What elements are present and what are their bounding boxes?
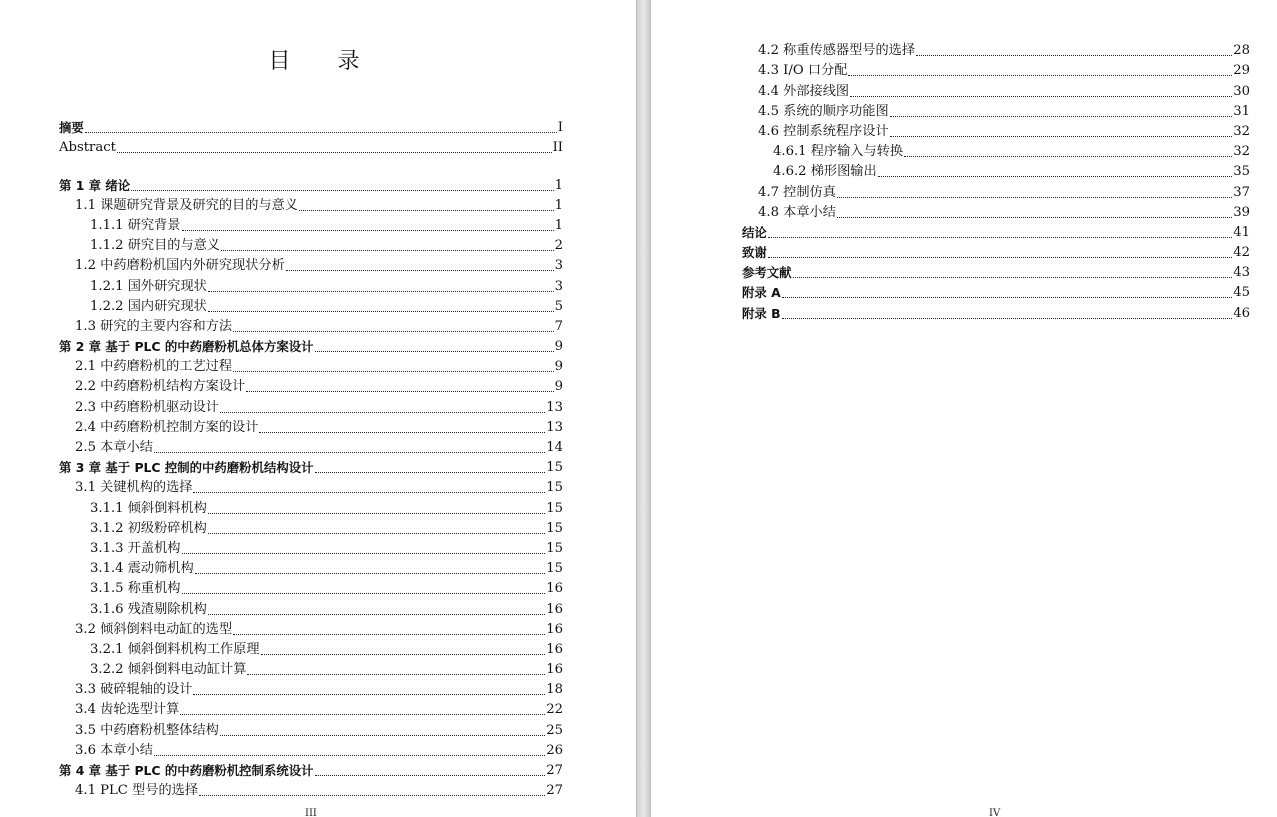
toc-entry[interactable]: [59, 315, 563, 335]
toc-entry-label: 参考文献: [742, 265, 792, 281]
toc-page-left: [0, 0, 636, 817]
toc-entry-label: 4.5 系统的顺序功能图: [758, 103, 889, 119]
dot-leader: [208, 512, 545, 514]
dot-leader: [782, 296, 1233, 298]
toc-entry-page-number: 3: [554, 278, 563, 294]
toc-entry[interactable]: [59, 173, 563, 193]
dot-leader: [180, 713, 545, 715]
toc-entry-label: 4.4 外部接线图: [758, 83, 850, 99]
toc-entry-page-number: 16: [546, 662, 563, 678]
page-number-footer: III: [305, 808, 317, 817]
toc-entry-label: 3.6 本章小结: [75, 742, 153, 758]
toc-title: 目 录: [268, 49, 380, 74]
toc-entry-label: 2.5 本章小结: [75, 440, 153, 455]
dot-leader: [208, 290, 554, 292]
toc-entry[interactable]: [742, 120, 1250, 140]
toc-page-right: [651, 0, 1277, 817]
toc-entry[interactable]: [59, 295, 563, 315]
toc-entry[interactable]: [59, 456, 563, 476]
toc-entry-page-number: 1: [554, 177, 563, 193]
toc-entry-page-number: 9: [554, 379, 563, 395]
toc-entry[interactable]: [59, 274, 563, 294]
toc-entry-page-number: 16: [546, 641, 563, 657]
toc-entry-label: 4.8 本章小结: [758, 204, 836, 220]
toc-entry-label: 3.2.1 倾斜倒料机构工作原理: [90, 641, 260, 657]
toc-entry-page-number: 37: [1233, 184, 1250, 200]
toc-entry[interactable]: [59, 355, 563, 375]
page-gutter: [636, 0, 651, 817]
dot-leader: [233, 633, 545, 635]
page-number-footer: IV: [989, 808, 1001, 817]
toc-entry-label: 3.1.3 开盖机构: [90, 540, 181, 556]
toc-entry-page-number: 39: [1233, 204, 1250, 220]
toc-entry-label: 1.2.2 国内研究现状: [90, 298, 207, 314]
toc-entry-label: 4.6.1 程序输入与转换: [773, 144, 904, 160]
toc-entry-label: 3.5 中药磨粉机整体结构: [75, 722, 219, 738]
toc-entry-label: 3.4 齿轮选型计算: [75, 702, 180, 718]
toc-entry[interactable]: [742, 301, 1250, 321]
dot-leader: [233, 330, 554, 332]
dot-leader: [193, 693, 545, 695]
toc-entry-page-number: 16: [546, 621, 563, 637]
toc-entry-page-number: 35: [1233, 164, 1250, 180]
toc-entry[interactable]: [59, 718, 563, 738]
dot-leader: [916, 54, 1232, 56]
dot-leader: [261, 653, 546, 655]
toc-entry-label: 3.1 关键机构的选择: [75, 480, 193, 496]
toc-entry-label: 第 2 章 基于 PLC 的中药磨粉机总体方案设计: [59, 339, 314, 355]
toc-entry[interactable]: [59, 476, 563, 496]
toc-entry[interactable]: [59, 658, 563, 678]
toc-entry-label: 3.2 倾斜倒料电动缸的选型: [75, 621, 233, 637]
dot-leader: [890, 135, 1233, 137]
toc-entry-page-number: 9: [554, 359, 563, 375]
toc-entry-page-number: 15: [546, 500, 563, 516]
toc-entry-label: 2.3 中药磨粉机驱动设计: [75, 399, 219, 415]
toc-entry-page-number: 22: [546, 702, 563, 718]
toc-entry-label: 1.1 课题研究背景及研究的目的与意义: [75, 197, 298, 213]
toc-entry-label: 第 1 章 绪论: [59, 177, 131, 193]
toc-entry-page-number: 28: [1233, 43, 1250, 59]
dot-leader: [233, 370, 554, 372]
toc-entry[interactable]: [742, 59, 1250, 79]
dot-leader: [195, 572, 546, 574]
toc-entry-page-number: 27: [546, 783, 563, 799]
toc-entry[interactable]: [742, 100, 1250, 120]
toc-entry-page-number: 30: [1233, 83, 1250, 99]
toc-entry-page-number: 15: [546, 540, 563, 556]
toc-entry[interactable]: [59, 739, 563, 759]
toc-entry[interactable]: [59, 597, 563, 617]
toc-entry-page-number: 15: [546, 520, 563, 536]
toc-entry[interactable]: [742, 221, 1250, 241]
toc-entry-label: 3.1.5 称重机构: [90, 581, 181, 597]
toc-entry-page-number: 3: [554, 258, 563, 274]
toc-entry[interactable]: [59, 116, 563, 136]
toc-entry-page-number: 16: [546, 601, 563, 617]
toc-entry-label: 3.1.1 倾斜倒料机构: [90, 500, 207, 516]
dot-leader: [837, 196, 1232, 198]
toc-entry[interactable]: [59, 638, 563, 658]
toc-entry[interactable]: [742, 140, 1250, 160]
toc-entry-page-number: 13: [546, 419, 563, 435]
toc-entry[interactable]: [59, 618, 563, 638]
dot-leader: [837, 216, 1232, 218]
toc-entry[interactable]: [742, 180, 1250, 200]
toc-entry[interactable]: [59, 698, 563, 718]
toc-entry-page-number: 14: [546, 440, 563, 455]
dot-leader: [259, 431, 545, 433]
dot-leader: [315, 471, 546, 473]
toc-entry-label: 致谢: [742, 245, 767, 261]
toc-entry-label: 2.2 中药磨粉机结构方案设计: [75, 379, 246, 395]
toc-entry-label: 摘要: [59, 120, 84, 136]
toc-entry-page-number: 29: [1233, 63, 1250, 79]
toc-entry-page-number: 18: [546, 682, 563, 698]
toc-entry-label: 1.2 中药磨粉机国内外研究现状分析: [75, 258, 285, 274]
dot-leader: [182, 229, 554, 231]
toc-list-right: [742, 39, 1250, 322]
dot-leader: [131, 189, 553, 191]
dot-leader: [117, 151, 552, 153]
dot-leader: [182, 552, 546, 554]
toc-entry-page-number: 9: [554, 339, 563, 355]
dot-leader: [154, 754, 545, 756]
toc-entry-page-number: 26: [546, 742, 563, 758]
toc-entry[interactable]: [742, 39, 1250, 59]
dot-leader: [878, 175, 1233, 177]
toc-entry-label: 3.2.2 倾斜倒料电动缸计算: [90, 662, 247, 678]
toc-entry[interactable]: [742, 281, 1250, 301]
dot-leader: [315, 350, 554, 352]
toc-entry-page-number: I: [557, 120, 563, 136]
dot-leader: [315, 774, 546, 776]
toc-entry[interactable]: [59, 395, 563, 415]
dot-leader: [154, 451, 545, 453]
toc-entry-label: 附录 B: [742, 305, 781, 321]
toc-entry-label: 1.3 研究的主要内容和方法: [75, 318, 233, 334]
toc-entry[interactable]: [742, 261, 1250, 281]
toc-entry-label: 4.1 PLC 型号的选择: [75, 783, 199, 799]
toc-entry-page-number: 16: [546, 581, 563, 597]
toc-entry-page-number: 1: [554, 217, 563, 233]
toc-entry-page-number: 15: [546, 480, 563, 496]
dot-leader: [208, 613, 545, 615]
dot-leader: [220, 411, 545, 413]
dot-leader: [208, 532, 545, 534]
dot-leader: [246, 390, 553, 392]
dot-leader: [850, 95, 1232, 97]
toc-entry-label: 4.7 控制仿真: [758, 184, 836, 200]
dot-leader: [904, 155, 1232, 157]
dot-leader: [199, 794, 545, 796]
dot-leader: [220, 734, 545, 736]
toc-entry-label: 附录 A: [742, 285, 781, 301]
dot-leader: [85, 131, 557, 133]
dot-leader: [247, 673, 545, 675]
toc-entry[interactable]: [59, 517, 563, 537]
toc-entry-page-number: 41: [1233, 224, 1250, 240]
toc-entry-page-number: 45: [1233, 285, 1250, 301]
toc-entry-label: 4.6 控制系统程序设计: [758, 123, 889, 139]
dot-leader: [768, 256, 1232, 258]
toc-entry-label: 4.6.2 梯形图输出: [773, 164, 877, 180]
toc-entry-label: 2.1 中药磨粉机的工艺过程: [75, 359, 233, 375]
toc-entry-page-number: 13: [546, 399, 563, 415]
dot-leader: [768, 236, 1232, 238]
toc-entry-label: 3.1.4 震动筛机构: [90, 561, 194, 577]
toc-entry[interactable]: [742, 160, 1250, 180]
toc-entry-page-number: 25: [546, 722, 563, 738]
toc-entry-label: 4.2 称重传感器型号的选择: [758, 43, 916, 59]
toc-entry-label: 结论: [742, 224, 767, 240]
toc-entry-page-number: 31: [1233, 103, 1250, 119]
toc-entry[interactable]: [59, 136, 563, 156]
toc-entry-page-number: 5: [554, 298, 563, 314]
dot-leader: [793, 276, 1233, 278]
dot-leader: [208, 310, 554, 312]
toc-entry-page-number: II: [552, 140, 563, 156]
toc-entry[interactable]: [59, 416, 563, 436]
toc-entry-label: 第 4 章 基于 PLC 的中药磨粉机控制系统设计: [59, 763, 314, 778]
toc-entry[interactable]: [59, 194, 563, 214]
toc-entry[interactable]: [59, 537, 563, 557]
toc-entry[interactable]: [742, 79, 1250, 99]
dot-leader: [782, 317, 1233, 319]
toc-entry-page-number: 1: [554, 197, 563, 213]
toc-entry[interactable]: [59, 436, 563, 456]
toc-entry[interactable]: [59, 234, 563, 254]
toc-entry[interactable]: [59, 577, 563, 597]
toc-entry-page-number: 15: [546, 460, 563, 476]
toc-entry-label: 1.2.1 国外研究现状: [90, 278, 207, 294]
toc-entry-page-number: 27: [546, 763, 563, 778]
toc-entry-label: 1.1.1 研究背景: [90, 217, 181, 233]
toc-entry-label: 1.1.2 研究目的与意义: [90, 238, 221, 254]
toc-entry-page-number: 2: [554, 238, 563, 254]
dot-leader: [193, 491, 545, 493]
toc-entry[interactable]: [742, 201, 1250, 221]
toc-entry-label: 3.3 破碎辊轴的设计: [75, 682, 193, 698]
toc-entry-label: 第 3 章 基于 PLC 控制的中药磨粉机结构设计: [59, 460, 314, 476]
dot-leader: [890, 115, 1233, 117]
toc-entry[interactable]: [59, 375, 563, 395]
toc-entry[interactable]: [59, 779, 563, 799]
toc-entry-label: 3.1.2 初级粉碎机构: [90, 520, 207, 536]
dot-leader: [286, 269, 554, 271]
toc-entry[interactable]: [59, 335, 563, 355]
toc-entry-page-number: 15: [546, 561, 563, 577]
dot-leader: [182, 592, 546, 594]
toc-entry-page-number: 32: [1233, 123, 1250, 139]
toc-entry-page-number: 46: [1233, 305, 1250, 321]
toc-entry-page-number: 7: [554, 318, 563, 334]
toc-entry-label: Abstract: [59, 140, 116, 156]
toc-entry[interactable]: [742, 241, 1250, 261]
toc-entry-label: 2.4 中药磨粉机控制方案的设计: [75, 419, 259, 435]
toc-entry[interactable]: [59, 759, 563, 779]
toc-entry-label: 3.1.6 残渣剔除机构: [90, 601, 207, 617]
dot-leader: [221, 249, 554, 251]
dot-leader: [299, 209, 554, 211]
toc-entry-page-number: 42: [1233, 245, 1250, 261]
toc-entry-page-number: 32: [1233, 144, 1250, 160]
toc-entry[interactable]: [59, 214, 563, 234]
toc-list-left: [59, 116, 563, 799]
toc-entry[interactable]: [59, 254, 563, 274]
toc-entry-label: 4.3 I/O 口分配: [758, 63, 848, 79]
dot-leader: [848, 74, 1232, 76]
toc-entry-page-number: 43: [1233, 265, 1250, 281]
toc-entry[interactable]: [59, 678, 563, 698]
toc-entry[interactable]: [59, 557, 563, 577]
toc-entry[interactable]: [59, 496, 563, 516]
